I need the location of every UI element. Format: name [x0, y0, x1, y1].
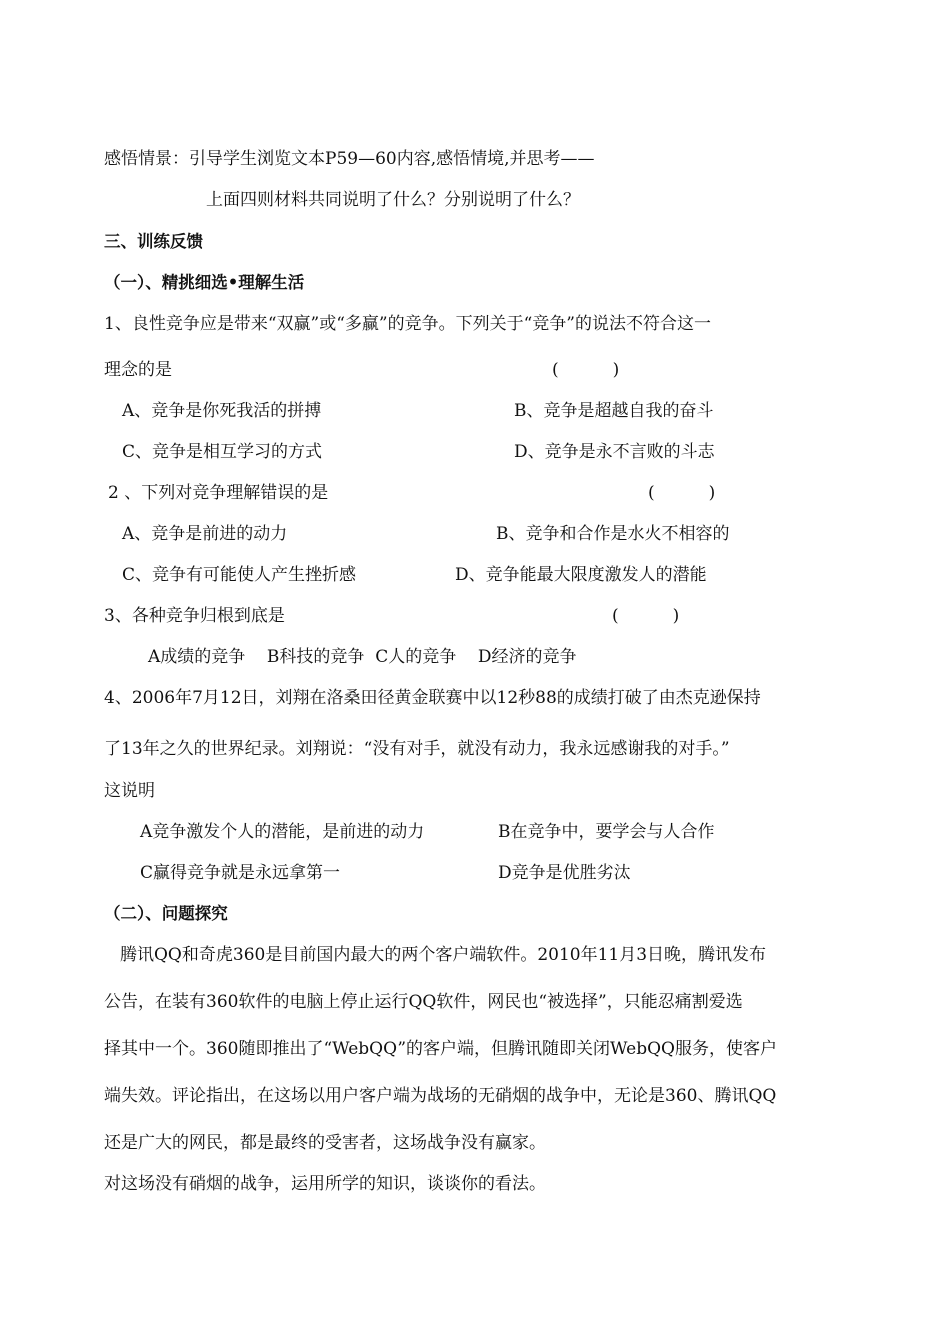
passage-line-4: 端失效。评论指出，在这场以用户客户端为战场的无硝烟的战争中，无论是360、腾讯QQ	[104, 1086, 777, 1106]
q2-option-a: A、竞争是前进的动力	[122, 524, 288, 544]
passage-line-2: 公告，在装有360软件的电脑上停止运行QQ软件，网民也“被选择”，只能忍痛割爱选	[104, 992, 743, 1012]
q2-option-c: C、竞争有可能使人产生挫折感	[122, 565, 357, 585]
passage-line-5: 还是广大的网民，都是最终的受害者，这场战争没有赢家。	[104, 1133, 546, 1153]
q2-option-b: B、竞争和合作是水火不相容的	[496, 524, 730, 544]
q2-answer-blank: ( )	[648, 483, 716, 503]
section-3-title: 三、训练反馈	[104, 232, 203, 251]
passage-line-1: 腾讯QQ和奇虎360是目前国内最大的两个客户端软件。2010年11月3日晚，腾讯发布	[120, 945, 767, 965]
intro-line-1: 感悟情景：引导学生浏览文本P59—60内容,感悟情境,并思考——	[104, 149, 595, 169]
q3-stem: 3、各种竞争归根到底是	[104, 606, 285, 626]
passage-line-3: 择其中一个。360随即推出了“WebQQ”的客户端，但腾讯随即关闭WebQQ服务，使客户	[104, 1039, 777, 1059]
part-2-title: （二）、问题探究	[104, 904, 228, 923]
q4-stem-line-2: 了13年之久的世界纪录。刘翔说：“没有对手，就没有动力，我永远感谢我的对手。”	[104, 739, 730, 759]
q1-answer-blank: ( )	[552, 360, 620, 380]
q1-option-d: D、竞争是永不言败的斗志	[514, 442, 715, 462]
q4-stem-line-1: 4、2006年7月12日，刘翔在洛桑田径黄金联赛中以12秒88的成绩打破了由杰克逊保持	[104, 688, 761, 708]
q3-options: A成绩的竞争 B科技的竞争 C人的竞争 D经济的竞争	[148, 647, 577, 667]
q4-stem-line-3: 这说明	[104, 781, 155, 801]
q4-option-a: A竞争激发个人的潜能，是前进的动力	[140, 822, 425, 842]
q2-stem: 2 、下列对竞争理解错误的是	[108, 483, 329, 503]
intro-line-2: 上面四则材料共同说明了什么？分别说明了什么？	[206, 190, 580, 210]
q1-option-c: C、竞争是相互学习的方式	[122, 442, 323, 462]
q1-stem-line-1: 1、良性竞争应是带来“双赢”或“多赢”的竞争。下列关于“竞争”的说法不符合这一	[104, 314, 711, 334]
q4-option-c: C赢得竞争就是永远拿第一	[140, 863, 341, 883]
passage-question: 对这场没有硝烟的战争，运用所学的知识，谈谈你的看法。	[104, 1174, 546, 1194]
q1-option-b: B、竞争是超越自我的奋斗	[514, 401, 714, 421]
q1-stem-line-2: 理念的是	[104, 360, 172, 380]
q3-answer-blank: ( )	[612, 606, 680, 626]
part-1-title: （一）、精挑细选•理解生活	[104, 273, 305, 292]
q4-option-d: D竞争是优胜劣汰	[498, 863, 631, 883]
q4-option-b: B在竞争中，要学会与人合作	[498, 822, 715, 842]
q1-option-a: A、竞争是你死我活的拼搏	[122, 401, 322, 421]
q2-option-d: D、竞争能最大限度激发人的潜能	[455, 565, 707, 585]
